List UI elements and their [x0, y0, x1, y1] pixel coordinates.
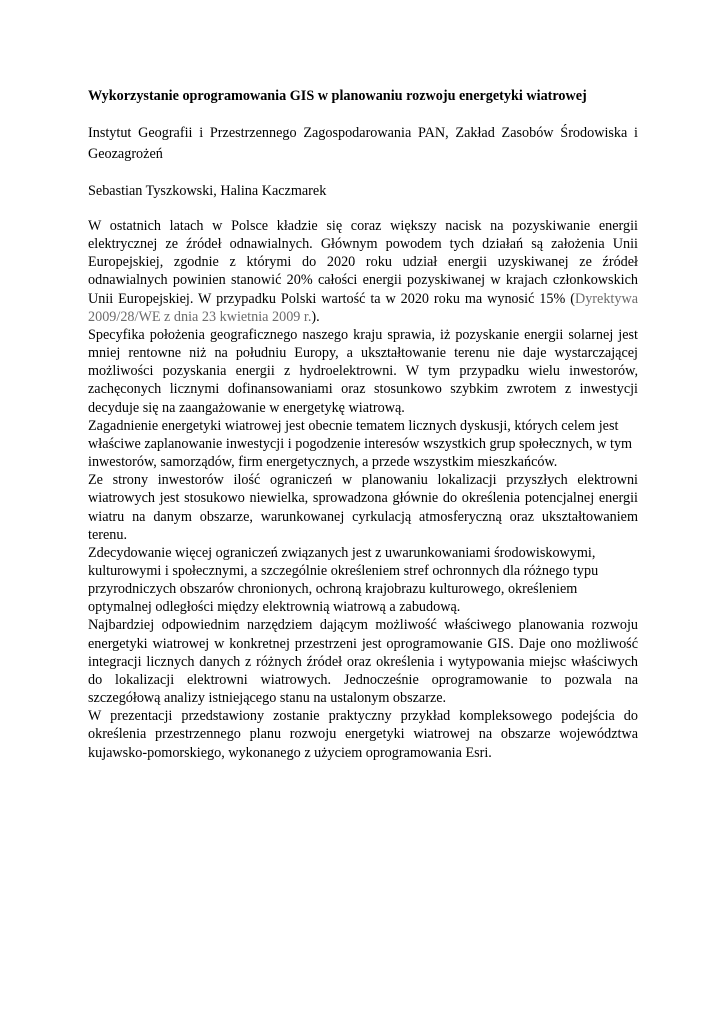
paragraph-2: Specyfika położenia geograficznego naszego kraju sprawia, iż pozyskanie energii solarnej jest mniej rentowne niż na południu Europy, a ukształtowanie terenu nie daje wystarczającej możliwości pozyskania energii z hydroelektrowni. W tym przypadku wielu inwestorów, zachęconych licznymi dofinansowaniami oraz stosunkowo szybkim zwrotem z inwestycji decyduje się na zaangażowanie w energetykę wiatrową. [88, 326, 638, 416]
document-title: Wykorzystanie oprogramowania GIS w planowaniu rozwoju energetyki wiatrowej [88, 88, 587, 104]
abstract-body [88, 217, 638, 762]
paragraph-1-text: W ostatnich latach w Polsce kładzie się coraz większy nacisk na pozyskiwanie energii elektrycznej ze źródeł odnawialnych. Głównym powodem tych działań są założenia Unii Europejskiej, zgodnie z którymi do 2020 roku udział energii uzyskiwanej ze źródeł odnawialnych powinien stanowić 20% całości energii pozyskiwanej w krajach członkowskich Unii Europejskiej. W przypadku Polski wartość ta w 2020 roku ma wynosić 15% ( [88, 218, 638, 307]
paragraph-5: Zdecydowanie więcej ograniczeń związanych jest z uwarunkowaniami środowiskowymi, kulturowymi i społecznymi, a szczególnie określeniem stref ochronnych dla różnego typu przyrodniczych obszarów chronionych, ochroną krajobrazu kulturowego, określeniem optymalnej odległości między elektrownią wiatrową a zabudową. [88, 544, 599, 616]
paragraph-3: Zagadnienie energetyki wiatrowej jest obecnie tematem licznych dyskusji, których celem jest właściwe zaplanowanie inwestycji i pogodzenie interesów wszystkich grup społecznych, w tym inwestorów, samorządów, firm energetycznych, a przede wszystkim mieszkańców. [88, 417, 633, 471]
paragraph-7: W prezentacji przedstawiony zostanie praktyczny przykład kompleksowego podejścia do określenia przestrzennego planu rozwoju energetyki wiatrowej na obszarze województwa kujawsko-pomorskiego, wykonanego z użyciem oprogramowania Esri. [88, 708, 638, 761]
authors: Sebastian Tyszkowski, Halina Kaczmarek [88, 183, 327, 199]
paragraph-1 [88, 217, 638, 326]
affiliation: Instytut Geografii i Przestrzennego Zagospodarowania PAN, Zakład Zasobów Środowiska i Geozagrożeń [88, 125, 638, 162]
directive-reference: Dyrektywa 2009/28/WE z dnia 23 kwietnia 2009 r. [88, 290, 638, 325]
paragraph-4: Ze strony inwestorów ilość ograniczeń w planowaniu lokalizacji przyszłych elektrowni wiatrowych jest stosukowo niewielka, sprowadzona głównie do określenia potencjalnej energii wiatru na danym obszarze, warunkowanej cyrkulacją atmosferyczną oraz ukształtowaniem terenu. [88, 472, 638, 543]
document-content [88, 88, 638, 762]
paragraph-1-closing: ). [311, 308, 320, 325]
paragraph-6: Najbardziej odpowiednim narzędziem dającym możliwość właściwego planowania rozwoju energetyki wiatrowej w konkretnej przestrzeni jest oprogramowanie GIS. Daje ono możliwość integracji licznych danych z różnych źródeł oraz określenia i wytypowania miejsc właściwych do lokalizacji elektrowni wiatrowych. Jednocześnie oprogramowanie to pozwala na szczegółową analizy istniejącego stanu na ustalonym obszarze. [88, 617, 638, 707]
